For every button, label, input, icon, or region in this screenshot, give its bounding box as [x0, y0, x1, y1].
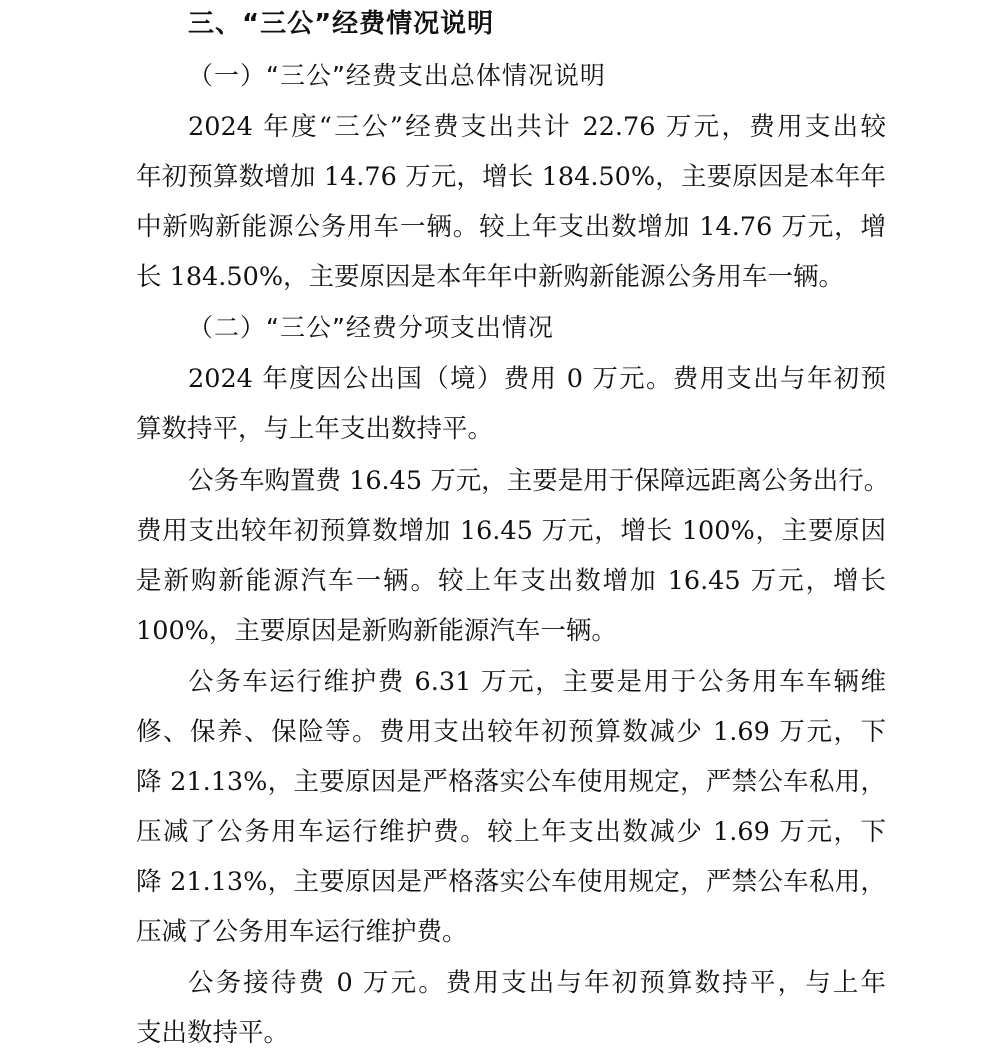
paragraph-line: 降 21.13%，主要原因是严格落实公车使用规定，严禁公车私用，: [136, 767, 886, 797]
paragraph-line: 是新购新能源汽车一辆。较上年支出数增加 16.45 万元，增长: [136, 566, 886, 596]
paragraph-line: 公务车购置费 16.45 万元，主要是用于保障远距离公务出行。: [188, 466, 890, 496]
paragraph-line: 算数持平，与上年支出数持平。: [136, 414, 494, 444]
paragraph-line: 费用支出较年初预算数增加 16.45 万元，增长 100%，主要原因: [136, 516, 886, 546]
paragraph-line: 中新购新能源公务用车一辆。较上年支出数增加 14.76 万元，增: [136, 212, 886, 242]
paragraph-line: 年初预算数增加 14.76 万元，增长 184.50%，主要原因是本年年: [136, 162, 886, 192]
section-heading: 三、“三公”经费情况说明: [188, 9, 495, 39]
paragraph-line: 2024 年度因公出国（境）费用 0 万元。费用支出与年初预: [188, 364, 886, 394]
paragraph-line: 公务接待费 0 万元。费用支出与年初预算数持平，与上年: [188, 968, 886, 998]
paragraph-line: 压减了公务用车运行维护费。: [136, 917, 468, 947]
paragraph-line: 公务车运行维护费 6.31 万元，主要是用于公务用车车辆维: [188, 667, 886, 697]
paragraph-line: 长 184.50%，主要原因是本年年中新购新能源公务用车一辆。: [136, 262, 845, 292]
subsection-heading-overall: （一）“三公”经费支出总体情况说明: [188, 61, 606, 90]
subsection-heading-items: （二）“三公”经费分项支出情况: [188, 313, 554, 342]
paragraph-line: 2024 年度“三公”经费支出共计 22.76 万元，费用支出较: [188, 112, 886, 142]
paragraph-line: 支出数持平。: [136, 1018, 290, 1048]
paragraph-line: 压减了公务用车运行维护费。较上年支出数减少 1.69 万元，下: [136, 817, 886, 847]
paragraph-line: 100%，主要原因是新购新能源汽车一辆。: [136, 616, 617, 646]
paragraph-line: 修、保养、保险等。费用支出较年初预算数减少 1.69 万元，下: [136, 717, 886, 747]
paragraph-line: 降 21.13%，主要原因是严格落实公车使用规定，严禁公车私用，: [136, 867, 886, 897]
